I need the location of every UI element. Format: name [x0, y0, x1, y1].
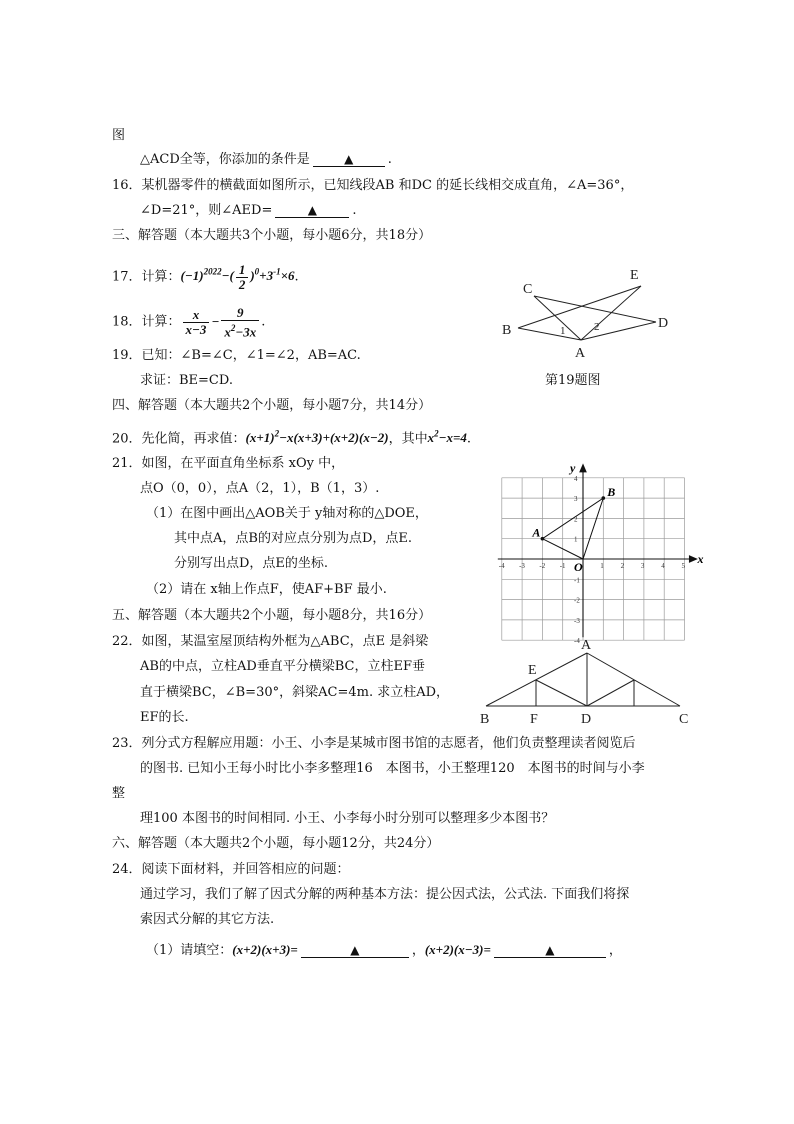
section-5-heading: 五、解答题（本大题共2个小题，每小题8分，共16分） — [112, 608, 432, 623]
fig21-x-tick-label: -4 — [498, 562, 505, 570]
section-3-heading: 三、解答题（本大题共3个小题，每小题6分，共18分） — [112, 228, 432, 243]
fig21-point-b — [602, 496, 606, 500]
q22-line-b: AB的中点，立柱AD垂直平分横梁BC，立柱EF垂 — [140, 659, 426, 674]
q16-line-a: 16．某机器零件的横截面如图所示，已知线段AB 和DC 的延长线相交成直角，∠A=36°， — [112, 178, 634, 193]
fig21-axis-y-label: y — [570, 460, 576, 475]
answer-blank-24-2[interactable]: ▲ — [494, 943, 606, 958]
q17-expression: $(-1)^{2022}-$( $\frac{1}{2}$ )$^0+3^{-1}\times 6$ — [180, 261, 295, 292]
q23-line-a: 23．列分式方程解应用题：小王、小李是某城市图书馆的志愿者，他们负责整理读者阅览后 — [112, 736, 636, 751]
fig21-y-arrow — [580, 465, 586, 472]
q21-line-b: 点O（0，0），点A（2，1），B（1，3）. — [140, 481, 380, 496]
answer-blank-16[interactable]: ▲ — [275, 203, 349, 218]
fig21-x-tick-label: 3 — [640, 562, 645, 570]
q19-line-a: 19．已知：∠B=∠C，∠1=∠2，AB=AC. — [112, 348, 361, 363]
fig21-x-arrow — [690, 556, 697, 562]
q21-line-e: 分别写出点D，点E的坐标. — [174, 556, 329, 571]
fig19-label-angle1: 1 — [560, 325, 566, 337]
q18-expression: $\frac{x}{x-3}$ − $\frac{9}{x^2-3x}$ — [181, 314, 262, 329]
q21-line-a: 21．如图，在平面直角坐标系 xOy 中， — [112, 456, 345, 471]
q22-line-a: 22．如图，某温室屋顶结构外框为△ABC，点E 是斜梁 — [112, 634, 429, 649]
fig21-point-a-label: A — [532, 525, 541, 540]
q16-line-b: ∠D=21°，则∠AED= ▲ . — [140, 203, 357, 218]
fig21-point-a — [541, 537, 545, 541]
q24-line-b: 通过学习，我们了解了因式分解的两种基本方法：提公因式法，公式法. 下面我们将探 — [140, 887, 630, 902]
fig21-axes — [498, 465, 697, 637]
fig19-line-ca — [534, 296, 581, 340]
fig22-label-b: B — [480, 712, 490, 727]
fig19-line-be — [518, 286, 641, 328]
q23-line-c: 整 — [112, 786, 126, 801]
fig21-x-tick-label: 2 — [620, 562, 625, 570]
fig21-x-tick-label: -3 — [519, 562, 525, 570]
fig21-origin-label: O — [574, 560, 583, 574]
q21-line-c: （1）在图中画出△AOB关于 y轴对称的△DOE， — [146, 506, 428, 521]
fig19-line-ba — [518, 328, 581, 340]
fig21-y-tick-label: 2 — [574, 515, 578, 524]
fig21-y-tick-label: -1 — [574, 576, 580, 585]
fig19-label-angle2: 2 — [594, 321, 600, 333]
fig19-label-c: C — [523, 282, 533, 297]
fig21-x-tick-label: -2 — [539, 562, 546, 570]
fig22-label-f: F — [530, 712, 538, 727]
fig21-y-tick-label: -3 — [574, 616, 580, 625]
q20-condition: $x^2-x=4$ — [427, 429, 467, 446]
fig21-y-tick-label: 1 — [574, 535, 578, 544]
fig19-line-ad — [581, 322, 656, 340]
q15-line-b: △ACD全等，你添加的条件是 ▲ . — [140, 152, 392, 167]
q24-line-a: 24．阅读下面材料，并回答相应的问题： — [112, 862, 350, 877]
q21-line-d: 其中点A，点B的对应点分别为点D，点E. — [174, 531, 412, 546]
figure-21-coordinate-grid — [496, 456, 706, 646]
fig19-label-b: B — [502, 323, 512, 338]
fig19-label-d: D — [658, 316, 669, 331]
section-6-heading: 六、解答题（本大题共2个小题，每小题12分，共24分） — [112, 836, 440, 851]
fig21-triangle-aob — [542, 498, 603, 559]
fig22-label-a: A — [581, 638, 592, 653]
q21-line-f: （2）请在 x轴上作点F，使AF+BF 最小. — [146, 582, 387, 597]
fig21-shapes — [541, 496, 606, 559]
fig21-y-tick-label: 4 — [574, 474, 578, 483]
fig21-x-tick-label: 5 — [681, 562, 685, 570]
q24-line-d: （1）请填空：(x+2)(x+3)= ▲ ，(x+2)(x−3)= ▲ ， — [146, 942, 622, 958]
fig19-line-cd — [534, 296, 656, 322]
fig21-y-tick-label: 3 — [574, 495, 578, 504]
fig22-brace-right — [587, 680, 634, 706]
fig19-label-a: A — [575, 346, 586, 361]
answer-blank-24-1[interactable]: ▲ — [301, 943, 409, 958]
q23-line-b: 的图书. 已知小王每小时比小李多整理16 本图书，小王整理120 本图书的时间与小李 — [140, 761, 645, 776]
fig22-label-d: D — [581, 712, 592, 727]
fig21-point-b-label: B — [607, 485, 616, 500]
q22-line-c: 直于横梁BC，∠B=30°，斜梁AC=4m. 求立柱AD， — [140, 685, 450, 700]
fig21-axis-x-label: x — [697, 552, 704, 566]
fig21-x-tick-label: -1 — [559, 562, 566, 570]
q23-line-d: 理100 本图书的时间相同. 小王、小李每小时分别可以整理多少本图书？ — [140, 811, 555, 826]
fig21-y-tick-label: -2 — [574, 596, 580, 605]
fig19-label-e: E — [630, 268, 639, 283]
q19-line-b: 求证：BE=CD. — [140, 373, 233, 388]
q20: 20．先化简，再求值：$(x+1)^2-x(x+3)+(x+2)(x-2)$，其中$x^2-x=4$. — [112, 429, 472, 447]
figure-22-roof-truss — [474, 636, 702, 728]
fig21-x-tick-label: 1 — [600, 562, 604, 570]
fig21-x-tick-label: 4 — [661, 562, 665, 570]
section-4-heading: 四、解答题（本大题共2个小题，每小题7分，共14分） — [112, 398, 432, 413]
fig21-y-tick-label: -4 — [574, 637, 580, 646]
fig19-caption: 第19题图 — [545, 373, 601, 388]
fig19-line-ae — [581, 286, 641, 340]
answer-blank-15[interactable]: ▲ — [313, 152, 385, 167]
q18: 18．计算： $\frac{x}{x-3}$ − $\frac{9}{x^2-3x}$ . — [112, 305, 266, 340]
q20-expression: $(x+1)^2-x(x+3)+(x+2)(x-2)$ — [245, 429, 389, 446]
q17: 17．计算：$(-1)^{2022}-$( $\frac{1}{2}$ )$^0+3^{-1}\times 6$. — [112, 261, 299, 292]
q22-line-d: EF的长. — [140, 710, 189, 725]
fig22-label-c: C — [679, 712, 689, 727]
q24-line-c: 索因式分解的其它方法. — [140, 912, 275, 927]
fig22-label-e: E — [528, 663, 537, 678]
fig22-brace-left — [536, 680, 587, 706]
line-tu: 图 — [112, 128, 126, 143]
figure-19 — [496, 262, 680, 370]
